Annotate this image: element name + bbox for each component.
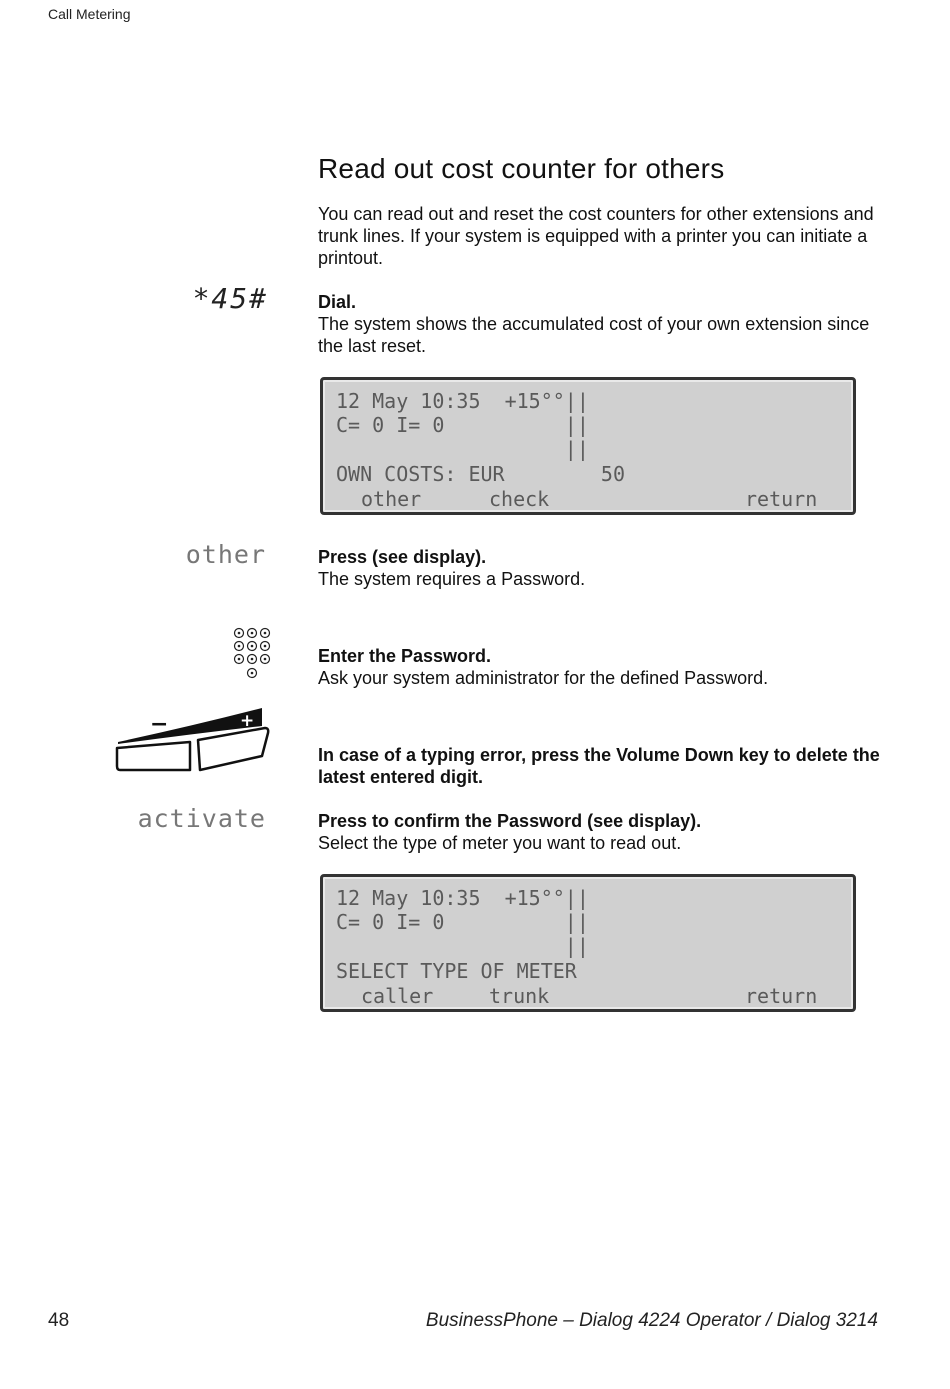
step-password [318,645,888,689]
step-other [318,546,888,590]
other-key-label: other [185,540,266,569]
page-number: 48 [48,1310,70,1331]
lcd-line-4: SELECT TYPE OF METER [336,959,577,983]
softkey-return[interactable]: return [745,984,818,1008]
running-header: Call Metering [48,6,131,22]
volume-up-key[interactable] [198,728,268,770]
step-other-heading: Press (see display). [318,547,487,567]
lcd-line-2: C= 0 I= 0 || [336,413,589,437]
step-activate-text: Select the type of meter you want to read out. [318,833,682,853]
step-activate [318,810,888,854]
volume-minus-label: − [150,712,169,737]
softkey-other[interactable]: other [361,487,422,511]
activate-key-label: activate [137,804,266,833]
step-password-heading: Enter the Password. [318,646,492,666]
step-typing-error [318,744,888,788]
volume-plus-label: + [240,711,255,731]
step-activate-heading: Press to confirm the Password (see display). [318,811,702,831]
lcd-display-own-costs [320,377,856,515]
volume-keys-icon [112,704,274,776]
step-other-text: The system requires a Password. [318,569,586,589]
lcd-line-3: || [336,437,589,461]
lcd-display-select-meter [320,874,856,1012]
intro-paragraph: You can read out and reset the cost counters for other extensions and trunk lines. If your system is equipped with a printer you can initiate a printout. [318,204,874,268]
lcd-line-2: C= 0 I= 0 || [336,910,589,934]
lcd-line-3: || [336,934,589,958]
lcd-line-4: OWN COSTS: EUR 50 [336,462,625,486]
page-title: Read out cost counter for others [318,153,725,184]
step-password-text: Ask your system administrator for the defined Password. [318,668,769,688]
step-dial-heading: Dial. [318,292,357,312]
volume-down-key[interactable] [117,742,190,770]
softkey-trunk[interactable]: trunk [489,984,550,1008]
step-dial [318,291,888,357]
softkey-check[interactable]: check [489,487,550,511]
footer-title: BusinessPhone – Dialog 4224 Operator / Dialog 3214 [425,1310,878,1331]
softkey-caller[interactable]: caller [361,984,434,1008]
dial-code: *45# [192,282,268,315]
step-dial-text: The system shows the accumulated cost of your own extension since the last reset. [318,314,870,356]
softkey-return[interactable]: return [745,487,818,511]
step-typing-error-heading: In case of a typing error, press the Volume Down key to delete the latest entered digit. [318,745,880,787]
lcd-line-1: 12 May 10:35 +15°°|| [336,389,589,413]
keypad-icon [232,627,272,681]
lcd-line-1: 12 May 10:35 +15°°|| [336,886,589,910]
